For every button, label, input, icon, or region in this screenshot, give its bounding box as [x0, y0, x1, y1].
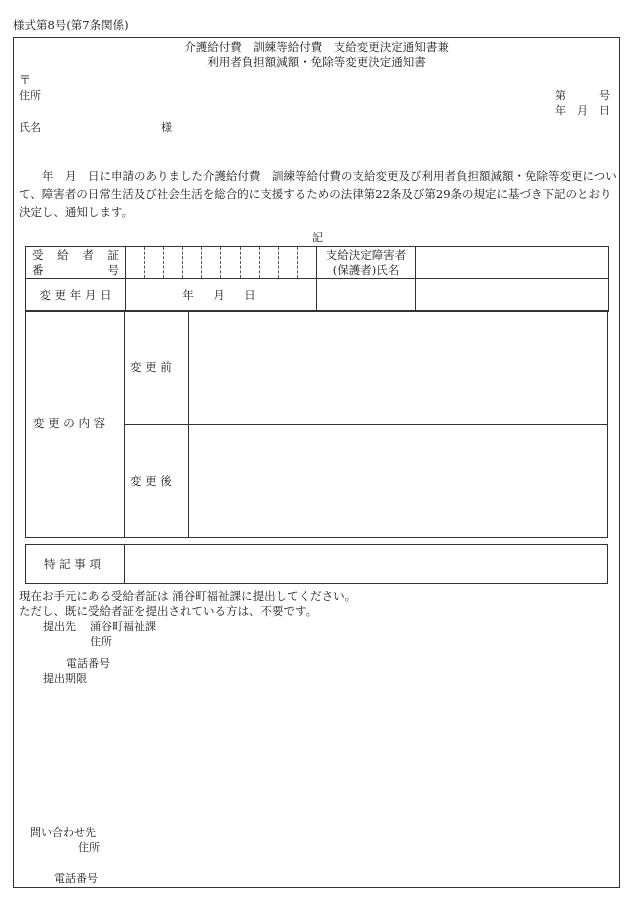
name-label: 氏名 — [19, 121, 41, 134]
change-date-label: 変 更 年 月 日 — [26, 279, 126, 312]
recipient-label-line1: 支給決定障害者 — [325, 247, 407, 262]
special-notes-label: 特 記 事 項 — [44, 557, 101, 571]
title-line-2: 利用者負担額減額・免除等変更決定通知書 — [207, 55, 426, 69]
cert-number-digits-cell[interactable] — [126, 247, 317, 279]
cert-number-label-cell — [26, 247, 126, 279]
note-line-2: ただし、既に受給者証を提出されている方は、不要です。 — [19, 604, 318, 618]
cert-digit-box[interactable] — [221, 247, 240, 278]
cert-label-char: 番 — [32, 262, 44, 277]
cert-digit-box[interactable] — [202, 247, 221, 278]
cert-number-digits[interactable] — [126, 247, 316, 278]
cert-digit-box[interactable] — [164, 247, 183, 278]
recipient-name-value-cell[interactable] — [416, 247, 609, 279]
postal-mark: 〒 — [19, 73, 32, 87]
recipient-table — [25, 246, 609, 312]
change-date-extra-cell-2[interactable] — [416, 279, 609, 312]
honorific: 様 — [161, 121, 172, 134]
change-date-extra-cell-1[interactable] — [317, 279, 416, 312]
recipient-label-line2: (保護者)氏名 — [332, 262, 400, 277]
title-line-1: 介護給付費 訓練等給付費 支給変更決定通知書兼 — [184, 40, 449, 54]
cert-label-top — [26, 248, 125, 263]
before-after-divider — [124, 424, 608, 425]
special-notes-area[interactable] — [128, 548, 604, 580]
submit-to-label: 提出先 — [43, 620, 76, 633]
cert-label-char: 者 — [82, 247, 94, 262]
cert-digit-box[interactable] — [183, 247, 202, 278]
after-label: 変 更 後 — [130, 474, 172, 488]
before-content-area[interactable] — [192, 314, 604, 420]
doc-number: 第 号 — [555, 89, 610, 102]
change-content-label: 変 更 の 内 容 — [33, 416, 106, 430]
address-label: 住所 — [19, 89, 41, 102]
submit-phone-label: 電話番号 — [66, 657, 110, 670]
inquiry-label: 問い合わせ先 — [30, 826, 96, 839]
cert-label-char: 給 — [57, 247, 69, 262]
cert-label-char: 受 — [32, 247, 44, 262]
change-date-value[interactable]: 年 月 日 — [126, 279, 317, 312]
inquiry-phone-label: 電話番号 — [54, 872, 98, 885]
cert-label-bottom — [26, 263, 125, 278]
ki-heading: 記 — [312, 231, 323, 244]
cert-label-char: 証 — [107, 247, 119, 262]
cert-digit-box[interactable] — [241, 247, 260, 278]
before-label: 変 更 前 — [130, 360, 172, 374]
form-id: 様式第8号(第7条関係) — [13, 18, 129, 32]
note-line-1: 現在お手元にある受給者証は 涌谷町福祉課に提出してください。 — [19, 589, 357, 603]
cert-label-char: 号 — [107, 262, 119, 277]
inquiry-address-label: 住所 — [78, 841, 100, 854]
cert-digit-box[interactable] — [126, 247, 145, 278]
after-content-area[interactable] — [192, 428, 604, 534]
special-notes-divider — [124, 544, 125, 584]
recipient-name-label-cell — [317, 247, 416, 279]
cert-digit-box[interactable] — [145, 247, 164, 278]
submit-deadline-label: 提出期限 — [43, 672, 87, 685]
cert-digit-box[interactable] — [279, 247, 298, 278]
cert-digit-box[interactable] — [298, 247, 316, 278]
issue-date: 年 月 日 — [555, 104, 610, 117]
body-paragraph: 年 月 日に申請のありました介護給付費 訓練等給付費の支給変更及び利用者負担額減額・免除等変更について、障害者の日常生活及び社会生活を総合的に支援するための法律第22条及び第29条の規定に基づき下記のとおり決定し、通知します。 — [19, 169, 617, 219]
submit-to-value: 涌谷町福祉課 — [90, 620, 156, 633]
submit-address-label: 住所 — [90, 635, 112, 648]
cert-digit-box[interactable] — [260, 247, 279, 278]
